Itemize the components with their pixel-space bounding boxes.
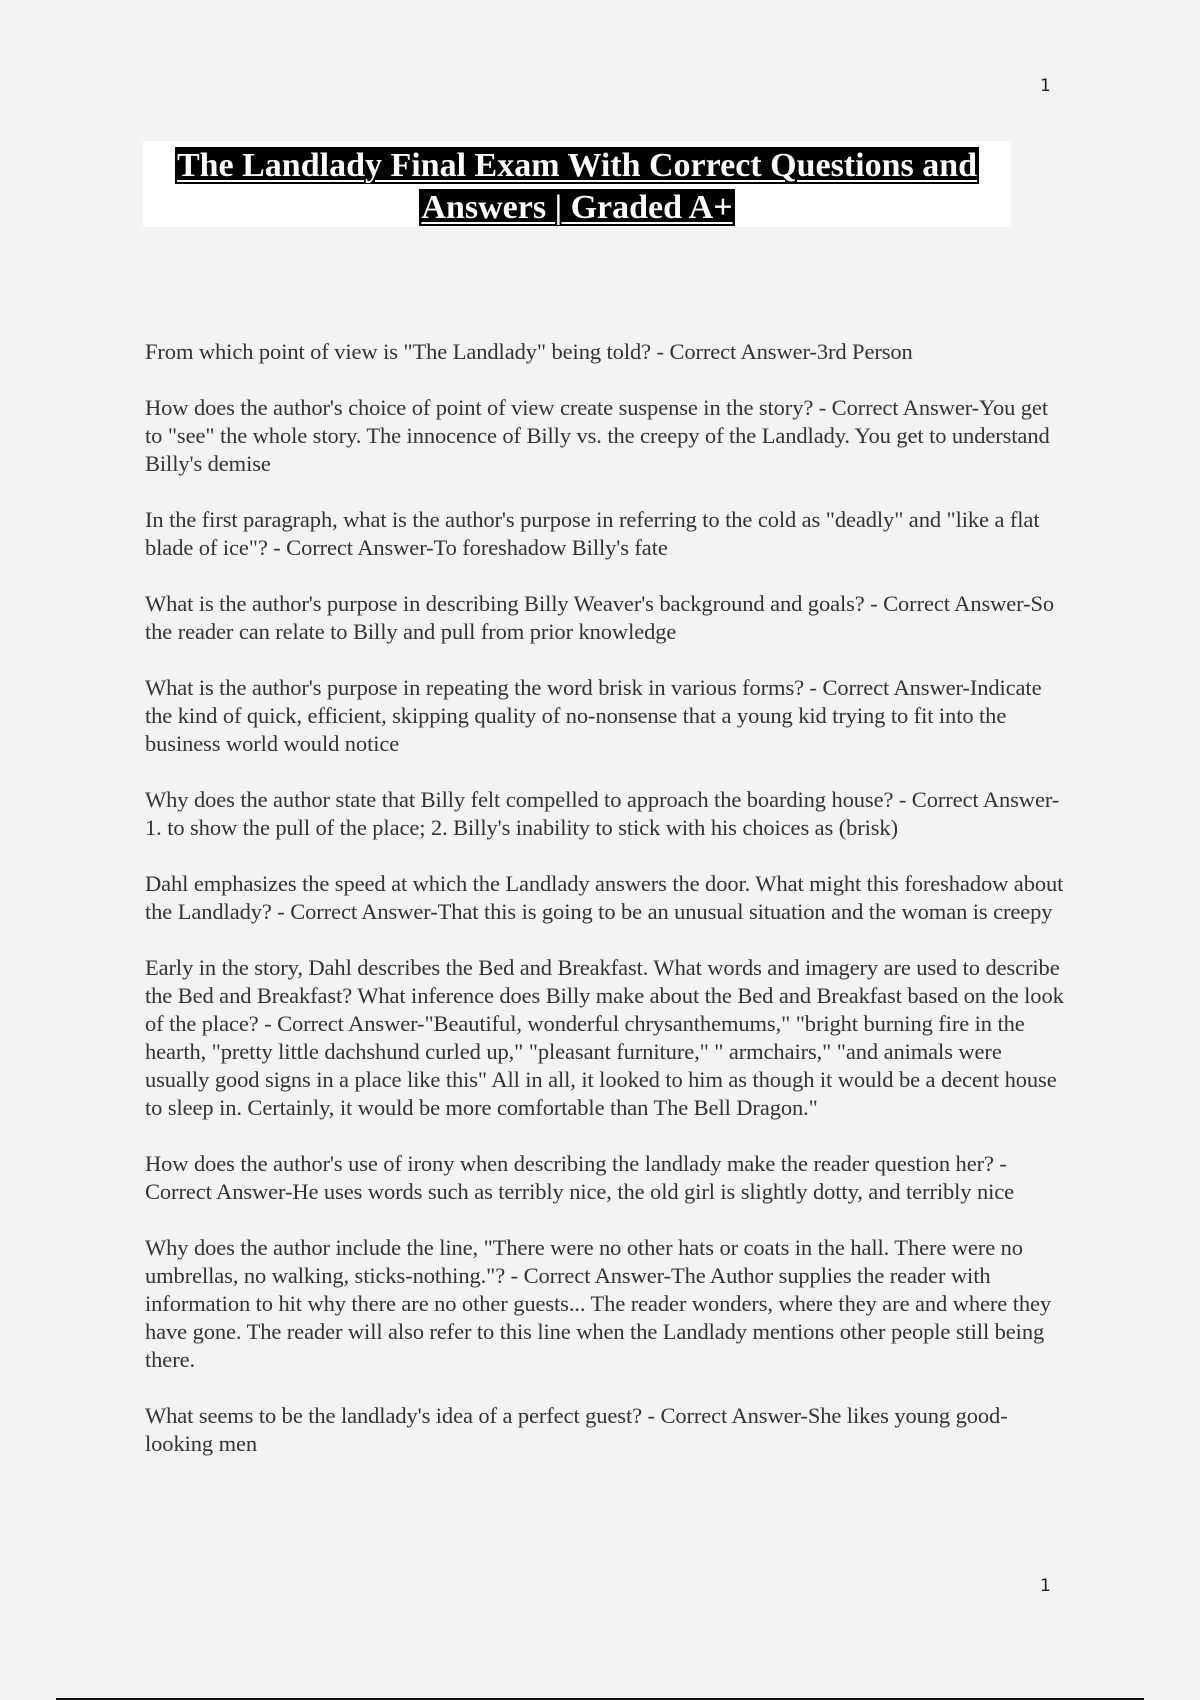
- qa-item: Dahl emphasizes the speed at which the Landlady answers the door. What might this foreshadow about the Landlady? - Correct Answer-That this is going to be an unusual situation and the woman is creepy: [145, 871, 1064, 924]
- qa-item: What is the author's purpose in repeating the word brisk in various forms? - Correct Answer-Indicate the kind of quick, efficient, skipping quality of no-nonsense that a young kid trying to fit into the business world would notice: [145, 675, 1042, 756]
- qa-item: What seems to be the landlady's idea of a perfect guest? - Correct Answer-She likes young good-looking men: [145, 1403, 1008, 1456]
- document-title: [143, 141, 1011, 229]
- qa-item: What is the author's purpose in describing Billy Weaver's background and goals? - Correct Answer-So the reader can relate to Billy and pull from prior knowledge: [145, 591, 1055, 644]
- qa-item: How does the author's use of irony when describing the landlady make the reader question her? - Correct Answer-He uses words such as terribly nice, the old girl is slightly dotty, and terribly nice: [145, 1151, 1015, 1204]
- qa-item: Why does the author include the line, "There were no other hats or coats in the hall. There were no umbrellas, no walking, sticks-nothing."? - Correct Answer-The Author supplies the reader with information to hit why there are no other guests... The reader wonders, where they are and where they have gone. The reader will also refer to this line when the Landlady mentions other people still being there.: [145, 1235, 1052, 1372]
- page-number-bottom: 1: [1040, 1576, 1051, 1596]
- title-line-2: Answers | Graded A+: [421, 189, 733, 226]
- qa-item: From which point of view is "The Landlady" being told? - Correct Answer-3rd Person: [145, 339, 913, 364]
- title-line-1: The Landlady Final Exam With Correct Questions and: [176, 147, 978, 184]
- qa-item: Why does the author state that Billy felt compelled to approach the boarding house? - Correct Answer-1. to show the pull of the place; 2. Billy's inability to stick with his choices as (brisk): [145, 787, 1060, 840]
- qa-list: [145, 338, 1065, 1486]
- page-number-top: 1: [1040, 76, 1051, 96]
- qa-item: How does the author's choice of point of view create suspense in the story? - Correct Answer-You get to "see" the whole story. The innocence of Billy vs. the creepy of the Landlady. You get to understand Billy's demise: [145, 395, 1050, 476]
- title-block: [143, 141, 1011, 227]
- qa-item: Early in the story, Dahl describes the Bed and Breakfast. What words and imagery are used to describe the Bed and Breakfast? What inference does Billy make about the Bed and Breakfast based on the look of the place? - Correct Answer-"Beautiful, wonderful chrysanthemums," "bright burning fire in the hearth, "pretty little dachshund curled up," "pleasant furniture," " armchairs," "and animals were usually good signs in a place like this" All in all, it looked to him as though it would be a decent house to sleep in. Certainly, it would be more comfortable than The Bell Dragon.": [145, 955, 1064, 1120]
- qa-item: In the first paragraph, what is the author's purpose in referring to the cold as "deadly" and "like a flat blade of ice"? - Correct Answer-To foreshadow Billy's fate: [145, 507, 1040, 560]
